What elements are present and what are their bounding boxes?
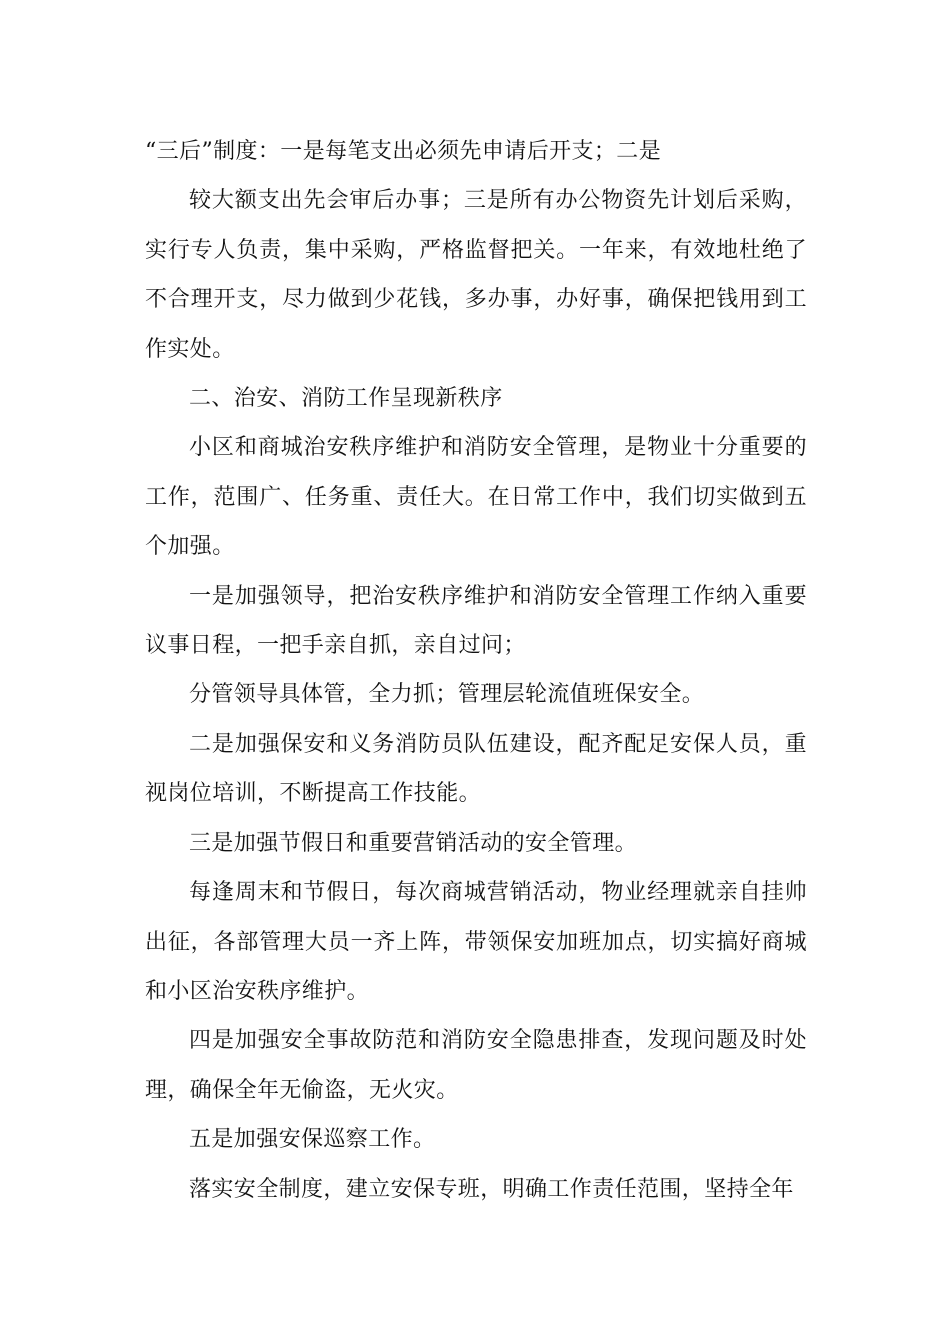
paragraph-2: 较大额支出先会审后办事；三是所有办公物资先计划后采购，实行专人负责，集中采购，严格监督把关。一年来，有效地杜绝了不合理开支，尽力做到少花钱，多办事，办好事，确保把钱用到工作实处。	[145, 188, 807, 362]
paragraph-10: 五是加强安保巡察工作。	[189, 1127, 436, 1153]
paragraph-4: 一是加强领导，把治安秩序维护和消防安全管理工作纳入重要议事日程，一把手亲自抓，亲自过问；	[145, 583, 807, 659]
paragraph-7: 三是加强节假日和重要营销活动的安全管理。	[189, 830, 638, 856]
document-body	[145, 127, 807, 1214]
paragraph-9: 四是加强安全事故防范和消防安全隐患排查，发现问题及时处理，确保全年无偷盗，无火灾。	[145, 1028, 807, 1103]
paragraph-6: 二是加强保安和义务消防员队伍建设，配齐配足安保人员，重视岗位培训，不断提高工作技能。	[145, 731, 807, 807]
paragraph-11: 落实安全制度，建立安保专班，明确工作责任范围，坚持全年	[189, 1176, 794, 1202]
paragraph-5: 分管领导具体管，全力抓；管理层轮流值班保安全。	[189, 682, 705, 708]
section-heading-2: 二、治安、消防工作呈现新秩序	[189, 386, 503, 412]
paragraph-1: “三后”制度：一是每笔支出必须先申请后开支；二是	[145, 139, 662, 164]
paragraph-3: 小区和商城治安秩序维护和消防安全管理，是物业十分重要的工作，范围广、任务重、责任大。在日常工作中，我们切实做到五个加强。	[145, 435, 807, 560]
paragraph-8: 每逢周末和节假日，每次商城营销活动，物业经理就亲自挂帅出征，各部管理大员一齐上阵，带领保安加班加点，切实搞好商城和小区治安秩序维护。	[145, 880, 807, 1004]
